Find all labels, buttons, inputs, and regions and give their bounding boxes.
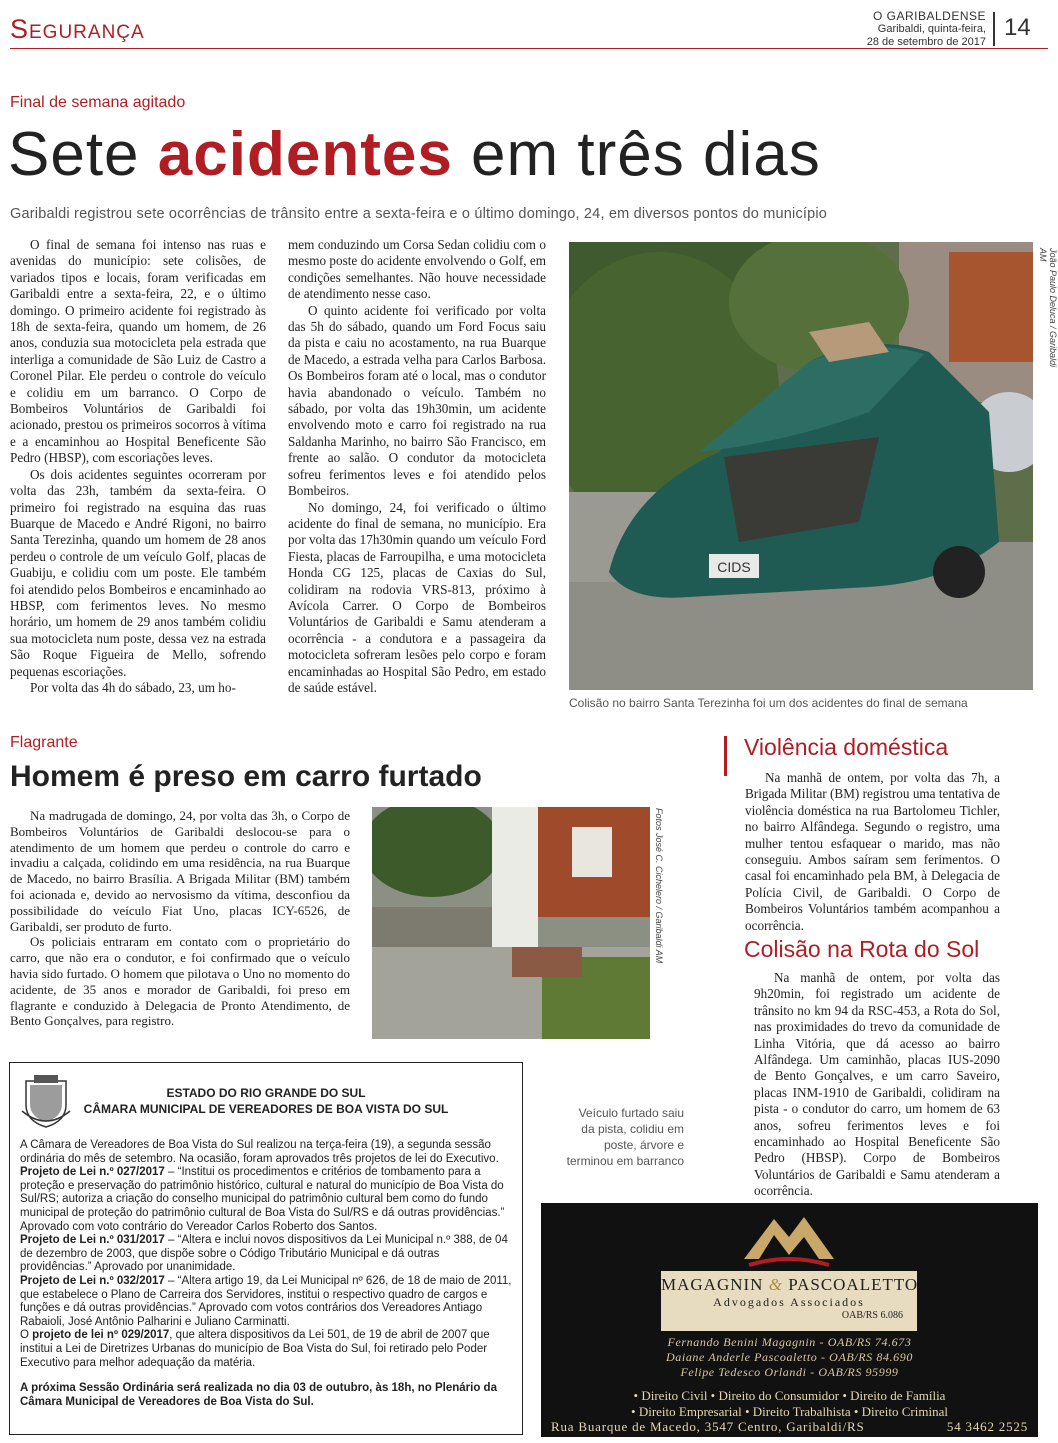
firm-phone: 54 3462 2525	[946, 1419, 1028, 1434]
firm-name-part: PASCOALETTO	[788, 1275, 919, 1294]
firm-address: Rua Buarque de Macedo, 3547 Centro, Garibaldi/RS	[551, 1419, 865, 1434]
contact-line	[551, 1419, 1028, 1435]
paper-name: O GARIBALDENSE	[872, 9, 986, 23]
paragraph: No domingo, 24, foi verificado o último acidente do final de semana, no município. Era por volta das 17h30min quando um veículo Ford Fiesta, placas de Farroupilha, e uma motocicleta Honda CG 125, placas de Caxias do Sul, colidiram na rodovia VRS-813, próximo à Avícola Carrer. O Corpo de Bombeiros Voluntários de Garibaldi e Samu atenderam a ocorrência - a condutora e a passageira da motocicleta sofreram lesões pelo corpo e foram encaminhadas ao Hospital São Pedro, em estado de saúde estável.	[288, 499, 546, 695]
paragraph: Por volta das 4h do sábado, 23, um ho-	[30, 679, 236, 695]
legal-item-label: Projeto de Lei n.º 032/2017	[20, 1274, 165, 1287]
lawyer-name: Felipe Tedesco Orlandi - OAB/RS 95999	[680, 1365, 899, 1379]
legal-closing: A próxima Sessão Ordinária será realizada no dia 03 de outubro, às 18h, no Plenário da Câmara Municipal de Vereadores de Boa Vista do Sul.	[20, 1382, 497, 1408]
firm-ampersand: &	[768, 1275, 783, 1294]
paragraph: Na manhã de ontem, por volta das 7h, a Brigada Militar (BM) registrou uma tentativa de violência doméstica na rua Bartolomeu Tichler, no bairro Alfândega. Segundo o registro, uma mulher tentou esfaquear o marido, mas não conseguiu. Ambos saíram sem ferimentos. O casal foi encaminhado pela BM, à Delegacia de Polícia Civil, de Garibaldi. O Corpo de Bombeiros Voluntários também acompanhou a ocorrência.	[745, 770, 1000, 933]
legal-item-text: – “Altera artigo 19, da Lei Municipal nº 626, de 18 de maio de 2011, que estabelece o Plano de Carreira dos Servidores, institui o respectivo quadro de cargos e funções e dá outras providências.” Aprovado com votos contrários dos Vereadores Antiago Rabaioli, José Antônio Palharini e Juliano Carminatti.	[20, 1274, 512, 1328]
lawyer-name: Fernando Benini Magagnin - OAB/RS 74.673	[667, 1335, 912, 1349]
legal-item-label: Projeto de Lei n.º 027/2017	[20, 1166, 165, 1179]
headline-part: Sete	[8, 120, 158, 189]
legal-item	[20, 1234, 512, 1275]
crashed-car-photo	[569, 242, 1033, 690]
dateline: Garibaldi, quinta-feira,	[877, 23, 986, 35]
legal-title-line: ESTADO DO RIO GRANDE DO SUL	[166, 1086, 366, 1100]
legal-item	[20, 1166, 512, 1234]
legal-intro: A Câmara de Vereadores de Boa Vista do Sul realizou na terça-feira (19), a segunda sessão ordinária do mês de setembro. Na ocasião, foram aprovados três projetos de lei do Executivo.	[20, 1139, 499, 1165]
lead-photo-caption: Colisão no bairro Santa Terezinha foi um dos acidentes do final de semana	[569, 696, 968, 710]
legal-note-text: O	[20, 1329, 33, 1342]
firm-oab: OAB/RS 6.086	[841, 1310, 903, 1321]
paragraph: Na manhã de ontem, por volta das 9h20min, foi registrado um acidente de trânsito no km 94 da RSC-453, a Rota do Sol, nas proximidades do trevo da comunidade de Linha Vitória, que dá acesso ao bairro Alfândega. Um caminhão, placas IUS-2090 de Bento Gonçalves, e um carro Saveiro, placas INM-1910 de Garibaldi, colidiram na pista - o condutor do carro, um homem de 63 anos, sofreu ferimentos leves e foi encaminhado ao Hospital Beneficente São Pedro (HBSP). Corpo de Bombeiros Voluntários de Garibaldi e Samu atenderam a ocorrência.	[754, 970, 1000, 1199]
legal-note-label: projeto de lei nº 029/2017	[32, 1329, 170, 1342]
legal-notice	[9, 1062, 523, 1435]
paragraph: O quinto acidente foi verificado por volta das 5h do sábado, quando um Ford Focus saiu da pista e caiu no acostamento, na rua Buarque de Macedo, a estrada velha para Carlos Barbosa. Os Bombeiros foram até o local, mas o condutor havia abandonado o veículo. Também no sábado, por volta das 19h30min, um acidente envolvendo moto e carro foi registrado na rua Saldanha Marinho, no bairro São Francisco, em frente ao salão. O condutor da motocicleta sofreu ferimentos leves e foi atendido pelos Bombeiros.	[288, 302, 546, 499]
lawyer-name: Daiane Anderle Pascoaletto - OAB/RS 84.690	[666, 1350, 913, 1364]
municipal-coat-of-arms-icon	[20, 1071, 72, 1129]
mountain-logo-icon	[739, 1209, 839, 1269]
story3-headline: Violência doméstica	[744, 734, 949, 760]
headline-highlight: acidentes	[157, 120, 453, 189]
practice-area-line: • Direito Empresarial • Direito Trabalhista • Direito Criminal	[631, 1404, 948, 1419]
story2-headline: Homem é preso em carro furtado	[10, 760, 482, 793]
firm-name-plate	[661, 1271, 917, 1331]
crashed-car-illustration	[569, 242, 1033, 690]
header-rule	[10, 48, 1048, 49]
legal-title	[20, 1085, 512, 1117]
lead-kicker: Final de semana agitado	[10, 94, 186, 111]
practice-area-line: • Direito Civil • Direito do Consumidor • Direito de Família	[633, 1388, 946, 1403]
lead-headline	[8, 118, 821, 192]
story3-body	[745, 770, 1000, 934]
stolen-car-scene-photo	[372, 807, 650, 1039]
firm-name	[661, 1275, 917, 1295]
lead-column-2	[288, 237, 546, 696]
story2-photo-credit: Fotos José C. Cichelero / Garibaldi AM	[654, 808, 664, 964]
story2-photo-caption: Veículo furtado saiu da pista, colidiu em poste, árvore e terminou em barranco	[566, 1106, 684, 1168]
dateline: 28 de setembro de 2017	[866, 36, 986, 48]
lead-subtitle: Garibaldi registrou sete ocorrências de trânsito entre a sexta-feira e o último domingo, 24, em diversos pontos do município	[10, 206, 828, 222]
legal-item-text: – “Institui os procedimentos e critérios de tombamento para a proteção e preservação do patrimônio histórico, cultural e natural do município de Boa Vista do Sul/RS; autoriza a criação do conselho municipal do patrimônio cultural bem como do fundo municipal de proteção do patrimônio cultural de Boa Vista do Sul/RS e dá outras providências.” Aprovado com voto contrário do Vereador Carlos Roberto dos Santos.	[20, 1166, 505, 1233]
page-number-divider	[993, 12, 995, 46]
scene-illustration	[372, 807, 650, 1039]
legal-item-text: – “Altera e inclui novos dispositivos da Lei Municipal n.º 388, de 04 de dezembro de 2003, que dispõe sobre o Código Tributário Municipal e dá outras providências.” Aprovado por unanimidade.	[20, 1234, 508, 1274]
story2-kicker: Flagrante	[10, 734, 78, 751]
legal-title-line: CÂMARA MUNICIPAL DE VEREADORES DE BOA VISTA DO SUL	[83, 1102, 449, 1116]
section-title: Segurança	[10, 14, 145, 44]
paragraph: Os dois acidentes seguintes ocorreram por volta das 23h, também da sexta-feira. O primeiro foi registrado na esquina das ruas Buarque de Macedo e André Rigoni, no bairro Santa Terezinha, quando um homem de 28 anos perdeu o controle de um veículo Golf, placas de Guabiju, e colidiu com um poste. Ele também foi atendido pelos Bombeiros e encaminhado ao HBSP, com ferimentos leves. No mesmo horário, um homem de 29 anos também colidiu sua motocicleta num poste, dessa vez na estrada São Roque Figueira de Mello, sofrendo pequenas escoriações.	[10, 466, 266, 679]
paragraph: O final de semana foi intenso nas ruas e avenidas do município: sete colisões, de variados tipos e locais, foram verificadas em Garibaldi entre a sexta-feira, 22, e o último domingo. O primeiro acidente foi registrado às 18h de sexta-feira, quando um homem, de 26 anos, conduzia sua motocicleta pela estrada que interliga a comunidade de São Luiz de Castro a Coronel Pilar. Ele perdeu o controle do veículo e colidiu em um barranco. O Corpo de Bombeiros Voluntários de Garibaldi foi acionado, prestou os primeiros socorros à vítima e a encaminhou ao Hospital Beneficente São Pedro (HBSP), com escoriações leves.	[10, 237, 266, 466]
paragraph: Os policiais entraram em contato com o proprietário do carro, que não era o condutor, e foi confirmado que o veículo havia sido furtado. O homem que pilotava o Uno no momento do acidente, de 35 anos e morador de Garibaldi, foi preso em flagrante e conduzido à Delegacia de Pronto Atendimento, de Bento Gonçalves, para registro.	[10, 934, 350, 1029]
paragraph: mem conduzindo um Corsa Sedan colidiu com o mesmo poste do acidente envolvendo o Golf, em condições semelhantes. Não houve necessidade de atendimento nesse caso.	[288, 237, 546, 302]
paragraph: Na madrugada de domingo, 24, por volta das 3h, o Corpo de Bombeiros Voluntários de Garibaldi deslocou-se para o atendimento de um homem que perdeu o controle do carro e invadiu a calçada, colidindo em uma residência, na rua Buarque de Macedo, no bairro Brasília. A Brigada Militar (BM) também foi acionada e, devido ao nervosismo da vítima, desconfiou da possibilidade do veículo Fiat Uno, placas ICY-6526, de Garibaldi, ser produto de furto.	[10, 808, 350, 934]
red-accent-bar	[724, 736, 727, 776]
story4-headline: Colisão na Rota do Sol	[744, 936, 980, 962]
firm-tagline: Advogados Associados	[713, 1295, 865, 1309]
page-number: 14	[1004, 14, 1031, 41]
firm-name-part: MAGAGNIN	[661, 1275, 764, 1294]
story4-body	[754, 970, 1000, 1200]
lead-column-1	[10, 237, 266, 696]
law-firm-ad	[541, 1203, 1038, 1437]
legal-note-text: , que altera dispositivos da Lei 501, de 19 de abril de 2007 que institui a Lei de Diretrizes Urbanas do município de Boa Vista do Sul, foi retirado pelo Poder Executivo para melhor adequação da matéria.	[20, 1329, 490, 1369]
legal-item	[20, 1275, 512, 1329]
lawyers-list	[541, 1335, 1038, 1380]
practice-areas	[541, 1388, 1038, 1420]
headline-part: em três dias	[452, 120, 821, 189]
legal-note	[20, 1329, 512, 1370]
legal-item-label: Projeto de Lei n.º 031/2017	[20, 1234, 165, 1247]
masthead	[867, 10, 986, 49]
license-plate-text: CIDS	[717, 559, 751, 575]
lead-photo-credit: João Paulo Deluca / Garibaldi AM	[1038, 248, 1058, 368]
story2-body	[10, 808, 350, 1029]
